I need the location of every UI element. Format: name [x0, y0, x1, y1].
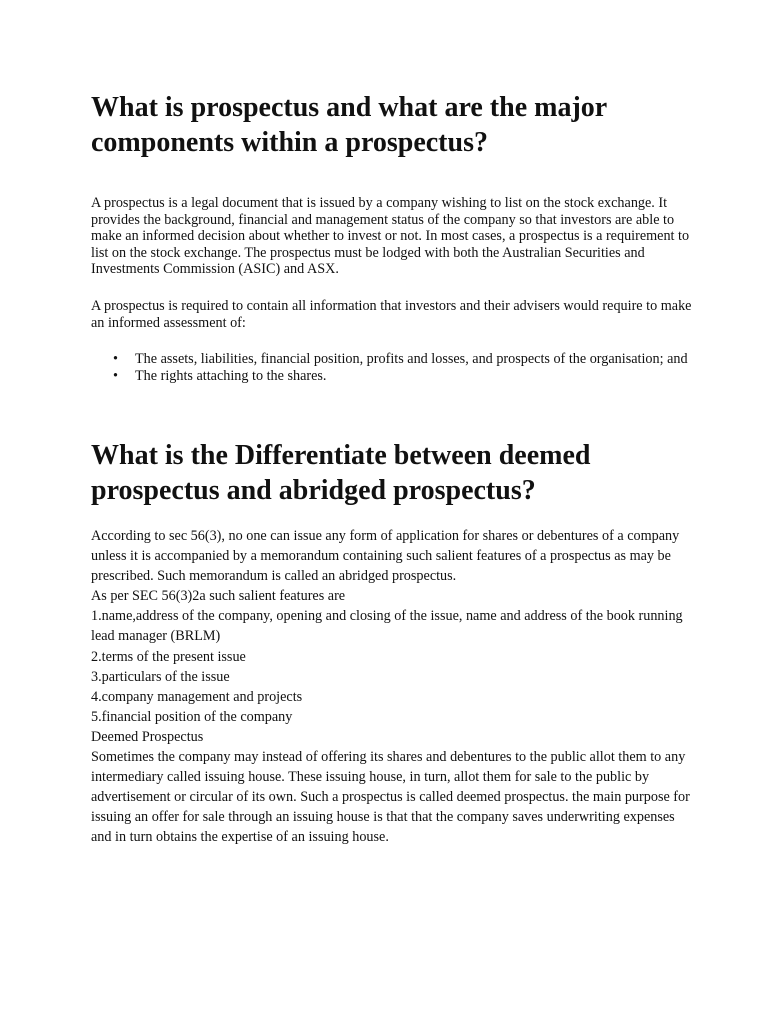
- section-deemed-abridged: [91, 526, 691, 848]
- list-item: [91, 368, 691, 385]
- heading-deemed-vs-abridged: What is the Differentiate between deemed prospectus and abridged prospectus?: [91, 440, 591, 506]
- list-item-text: The rights attaching to the shares.: [135, 367, 327, 384]
- paragraph-prospectus-requirement: A prospectus is required to contain all information that investors and their advisers would require to make an informed assessment of:: [91, 298, 692, 331]
- deemed-prospectus-title: Deemed Prospectus: [91, 728, 204, 745]
- list-item-text: The assets, liabilities, financial position, profits and losses, and prospects of the organisation; and: [135, 351, 688, 367]
- paragraph-prospectus-definition: A prospectus is a legal document that is issued by a company wishing to list on the stock exchange. It provides the background, financial and management status of the company so that investors are able to make an informed decision about whether to invest or not. In most cases, a prospectus is a requirement to list on the stock exchange. The prospectus must be lodged with both the Australian Securities and Investments Commission (ASIC) and ASX.: [91, 195, 690, 277]
- paragraph-abridged-intro: According to sec 56(3), no one can issue any form of application for shares or debentures of a company unless it is accompanied by a memorandum containing such salient features of a prospectus as may be prescribed. Such memorandum is called an abridged prospectus.: [91, 528, 680, 585]
- heading-prospectus-components: What is prospectus and what are the major components within a prospectus?: [91, 92, 607, 158]
- bullet-icon: •: [113, 351, 118, 367]
- feature-item: 4.company management and projects: [91, 688, 303, 705]
- feature-item: 1.name,address of the company, opening and closing of the issue, name and address of the book running lead manager (BRLM): [91, 608, 683, 645]
- feature-item: 2.terms of the present issue: [91, 648, 246, 665]
- feature-item: 5.financial position of the company: [91, 708, 293, 725]
- feature-item: 3.particulars of the issue: [91, 668, 230, 685]
- features-intro: As per SEC 56(3)2a such salient features are: [91, 588, 346, 605]
- bullet-icon: •: [113, 367, 118, 384]
- paragraph-deemed-prospectus: Sometimes the company may instead of offering its shares and debentures to the public allot them to any intermediary called issuing house. These issuing house, in turn, allot them for sale to the public by advertisement or circular of its own. Such a prospectus is called deemed prospectus. the main purpose for issuing an offer for sale through an issuing house is that that the company saves underwriting expenses and in turn obtains the expertise of an issuing house.: [91, 749, 690, 846]
- list-item: [91, 351, 691, 368]
- bullet-list: [91, 351, 691, 384]
